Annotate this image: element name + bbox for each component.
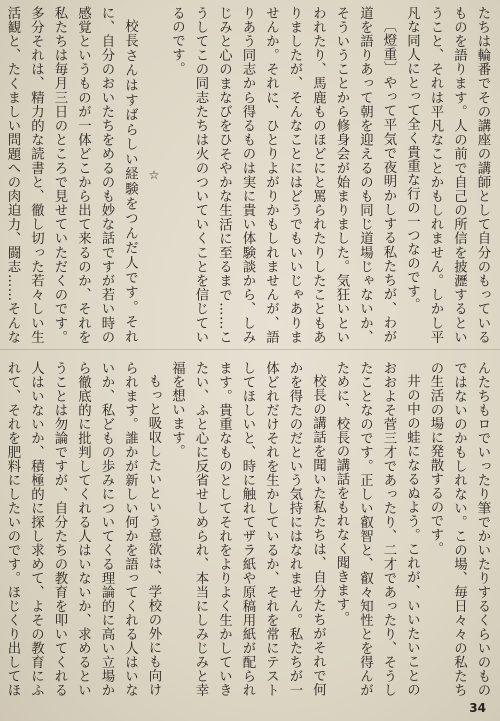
lower-text-block [5, 361, 494, 697]
paragraph-6: んたちもロでいったり筆でかいたりするくらいのものではないのかもしれない。この場、毎日々々の私たちの生活の場に発散するのです。 [428, 361, 490, 697]
paragraph-7: 井の中の蛙になるぬよう。これが、いいたいことのおおよそ菅三才であったり、二才であったり、そうしたことなのです。正しい叡智と、叡々知性とを得んがために、校長の講話をもれなく聞きます。 [334, 361, 420, 697]
paragraph-9: もっと吸収したいという意欲は、学校の外にも向けられます。誰かが新しい何かを語ってくれる人はいないか、私どもの歩みについてくる理論的に高い立場から徹底的に批判してくれる人はいないか、求めるということは勿論ですが、自分たちの教育を叩いてくれる人はいないか、積極的に探し求めて、よその教育にふれて、それを肥料にしたいのです。ほじくり出してほ [5, 361, 161, 697]
star-icon: ☆ [147, 168, 161, 182]
upper-text-block [5, 6, 494, 344]
paragraph-1: たちは輪番でその講座の講師として自分のもっているものを語ります。人の前で自己の所信を披瀝するということ、それは平凡なことかもしれません。しかし平凡な同人にとって全く貴重な行の一つなのです。 [404, 6, 490, 344]
paragraph-2: 〔燈重〕やって平気で夜明かしする私たちが、わが道を語りあって朝を迎えるのも同じ道場じゃないか、そういうことから修身会が始まりました。気狂いといわれたり、馬鹿ものほどにと罵られたりしたこともありましたが、そんなことにはどうでもいいじゃありませんか。それに、ひとりよがりかもしれませんが、語りあう同志から得るものは実に貴い体験談から、しみじみと心のまなびをひそやかな生活に至るまで……こうしてこの同志たちは火のついていくことを信じているのです。 [169, 6, 396, 344]
column-divider [0, 349, 500, 350]
page-number: 34 [469, 701, 486, 715]
paragraph-3: 校長さんはすばらしい経験をつんだ人です。それに、自分のおいたちをめるのも妙な話ですが若い時の感覚というものが一体どこから出て来るのか、それを私たちは毎月三日のところで見せていただくのです。多分それは、精力的な読書と、徹し切った若々しい生活観と、たくましい問題への肉迫力、闘志……そんな [5, 6, 138, 344]
paragraph-8: 校長の講話を聞いた私たちは、自分たちがそれで何かを得たのだという気持にはなれません。私たちが一体どれだけそれを生かしているか、それを常にテストしてほしいと、時に触れてザラ紙や原稿用紙が配られます。貴重なものとしてそれをよりよく生かしていきたい、ふと心に反省せしめられ、本当にしみじみと幸福を想います。 [169, 361, 326, 697]
